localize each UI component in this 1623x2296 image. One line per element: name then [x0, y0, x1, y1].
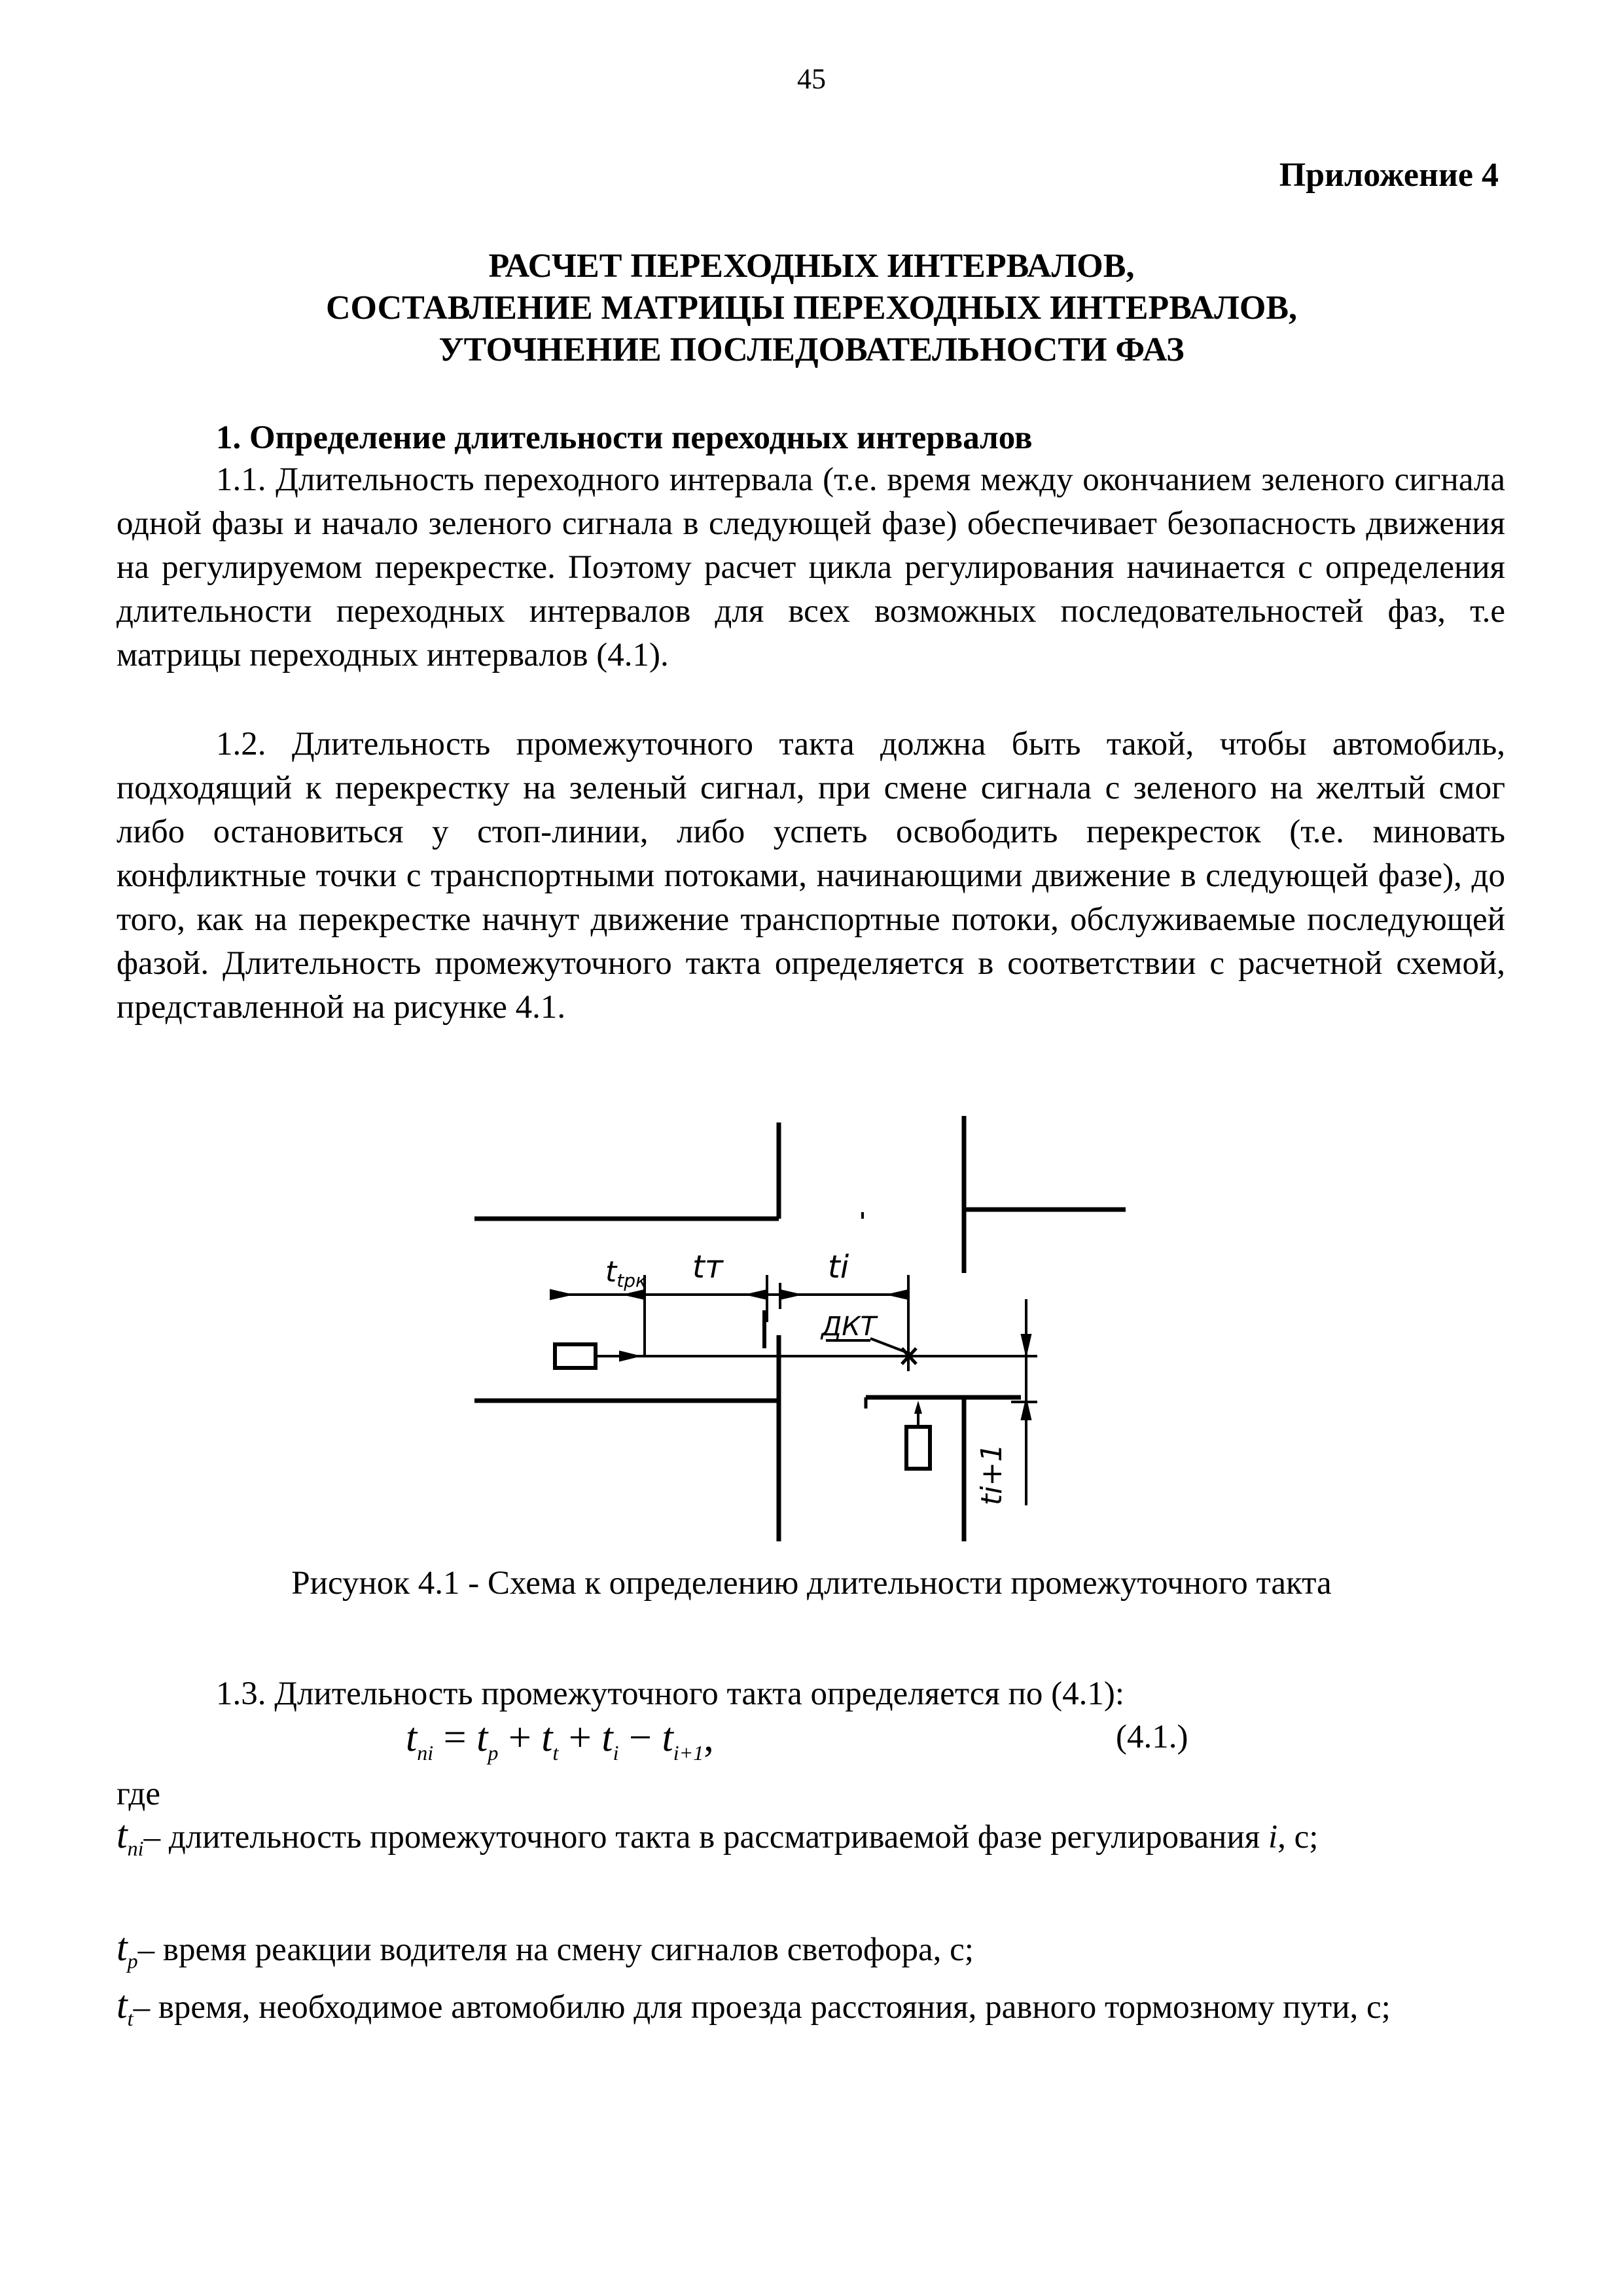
- definition-tail: , с;: [1277, 1819, 1319, 1856]
- vehicle-vertical-arrow: [914, 1401, 922, 1414]
- arrow-head: [1022, 1402, 1030, 1419]
- vehicle-direction-arrow: [620, 1352, 636, 1360]
- document-title: [0, 245, 1623, 371]
- title-line: РАСЧЕТ ПЕРЕХОДНЫХ ИНТЕРВАЛОВ,: [488, 247, 1135, 285]
- formula-subscript: i: [613, 1741, 619, 1765]
- definition-text: – время реакции водителя на смену сигналов светофора, с;: [137, 1931, 974, 1968]
- definition-index: i: [1268, 1819, 1278, 1856]
- paragraph-1-3: 1.3. Длительность промежуточного такта определяется по (4.1):: [216, 1676, 1125, 1712]
- label-tt: tт: [692, 1249, 723, 1285]
- label-ti: ti: [828, 1249, 849, 1285]
- formula-operator: −: [618, 1715, 662, 1760]
- arrow-head: [551, 1291, 568, 1299]
- definition-tt: [116, 1983, 1505, 2041]
- formula-subscript: t: [552, 1741, 559, 1765]
- vehicle-horizontal: [555, 1344, 596, 1368]
- arrow-head: [1022, 1335, 1030, 1352]
- formula-symbol: t: [601, 1715, 613, 1760]
- definition-symbol: $t_t$: [116, 1983, 134, 2030]
- formula-symbol: t: [476, 1715, 488, 1760]
- arrow-head: [891, 1291, 908, 1299]
- title-line: СОСТАВЛЕНИЕ МАТРИЦЫ ПЕРЕХОДНЫХ ИНТЕРВАЛОВ,: [325, 289, 1298, 327]
- definition-symbol: $t_p$: [116, 1926, 138, 1973]
- equation-number: (4.1.): [1116, 1719, 1188, 1755]
- paragraph-1-1: 1.1. Длительность переходного интервала (т.е. время между окончанием зеленого сигнала одной фазы и начало зеленого сигнала в следующей фазе) обеспечивает безопасность движения на регулируемом перекрестке. Поэтому расчет цикла регулирования начинается с определения длительности переходных интервалов для всех возможных последовательностей фаз, т.е матрицы переходных интервалов (4.1).: [116, 461, 1505, 673]
- definition-text: – время, необходимое автомобилю для проезда расстояния, равного тормозному пути, с;: [133, 1989, 1391, 2026]
- vehicle-vertical: [906, 1427, 930, 1469]
- formula-operator: +: [558, 1715, 602, 1760]
- formula-operator: =: [433, 1715, 477, 1760]
- paragraph-1-2: 1.2. Длительность промежуточного такта должна быть такой, чтобы автомобиль, подходящий к перекрестку на зеленый сигнал, при смене сигнала с зеленого на желтый смог либо остановиться у стоп-линии, либо успеть освободить перекресток (т.е. миновать конфликтные точки с транспортными потоками, начинающими движение в следующей фазе), до того, как на перекрестке начнут движение транспортные потоки, обслуживаемые последующей фазой. Длительность промежуточного такта определяется в соответствии с расчетной схемой, представленной на рисунке 4.1.: [116, 726, 1505, 1026]
- formula-subscript: ni: [417, 1741, 434, 1765]
- formula-operator: +: [498, 1715, 542, 1760]
- arrow-head: [780, 1291, 797, 1299]
- appendix-label: Приложение 4: [1279, 156, 1499, 194]
- definition-tni: [116, 1813, 1505, 1871]
- formula-4-1: [406, 1715, 714, 1765]
- arrow-head: [750, 1291, 767, 1299]
- page-number: 45: [797, 63, 826, 95]
- figure-caption: Рисунок 4.1 - Схема к определению длительности промежуточного такта: [291, 1565, 1332, 1602]
- arrow-head: [628, 1291, 645, 1299]
- formula-symbol: t: [406, 1715, 418, 1760]
- formula-comma: ,: [704, 1715, 714, 1760]
- definition-text: – длительность промежуточного такта в рассматриваемой фазе регулирования: [143, 1819, 1260, 1856]
- label-trk: ttрк: [605, 1255, 647, 1291]
- intersection-diagram: [458, 1106, 1126, 1564]
- figure-4-1: [458, 1106, 1126, 1564]
- definition-tp: [116, 1926, 1505, 1983]
- formula-subscript: p: [488, 1741, 499, 1765]
- formula-symbol: t: [541, 1715, 553, 1760]
- section-heading: 1. Определение длительности переходных интервалов: [216, 420, 1033, 456]
- title-line: УТОЧНЕНИЕ ПОСЛЕДОВАТЕЛЬНОСТИ ФАЗ: [438, 331, 1185, 368]
- where-label: где: [116, 1776, 160, 1812]
- label-ti1: ti+1: [975, 1443, 1008, 1505]
- formula-symbol: t: [662, 1715, 673, 1760]
- definition-symbol: $t_{ni}$: [116, 1813, 144, 1860]
- formula-subscript: i+1: [673, 1741, 704, 1765]
- label-dkt: ДКТ: [821, 1312, 877, 1342]
- label-trk-text: tрк: [616, 1270, 647, 1291]
